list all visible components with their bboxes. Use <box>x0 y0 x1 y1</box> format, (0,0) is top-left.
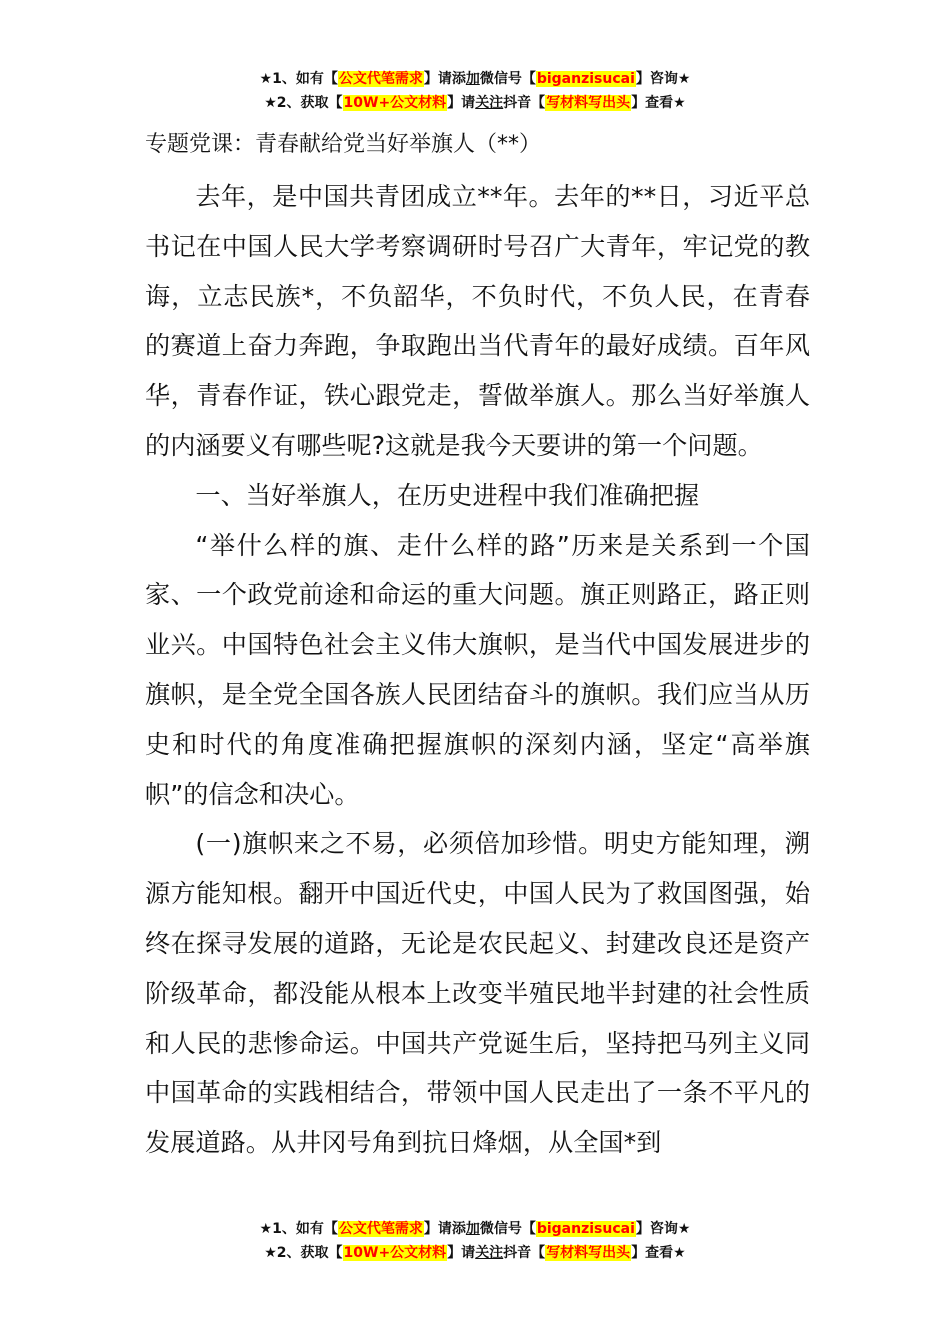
banner-text: ★2、获取【 <box>264 1245 343 1261</box>
banner-highlight: 10W+公文材料 <box>343 95 447 111</box>
header-banner <box>0 68 950 116</box>
body-paragraph: 去年，是中国共青团成立**年。去年的**日，习近平总书记在中国人民大学考察调研时号召广大青年，牢记党的教诲，立志民族*，不负韶华，不负时代，不负人民，在青春的赛道上奋力奔跑，争取跑出当代青年的最好成绩。百年风华，青春作证，铁心跟党走，誓做举旗人。那么当好举旗人的内涵要义有哪些呢?这就是我今天要讲的第一个问题。 <box>145 182 810 460</box>
section-heading: 一、当好举旗人，在历史进程中我们准确把握 <box>195 480 700 510</box>
banner-text: 微信号【 <box>479 1221 536 1237</box>
body-paragraph: “举什么样的旗、走什么样的路”历来是关系到一个国家、一个政党前途和命运的重大问题。旗正则路正，路正则业兴。中国特色社会主义伟大旗帜，是当代中国发展进步的旗帜，是全党全国各族人民团结奋斗的旗帜。我们应当从历史和时代的角度准确把握旗帜的深刻内涵，坚定“高举旗帜”的信念和决心。 <box>145 530 810 809</box>
banner-line-2 <box>0 1242 950 1266</box>
banner-text: 】咨询★ <box>635 1221 691 1237</box>
banner-text: 微信号【 <box>479 71 536 87</box>
banner-text: 】请 <box>447 95 476 111</box>
footer-banner <box>0 1218 950 1266</box>
banner-emphasis: 加 <box>465 1221 480 1237</box>
banner-highlight: 写材料写出头 <box>546 1245 631 1261</box>
banner-text: 】请添 <box>423 71 466 87</box>
banner-text: 】咨询★ <box>635 71 691 87</box>
document-title: 专题党课：青春献给党当好举旗人（**） <box>145 132 542 157</box>
banner-text: 抖音【 <box>503 95 546 111</box>
banner-text: ★1、如有【 <box>259 71 338 87</box>
banner-emphasis: 加 <box>465 71 480 87</box>
banner-line-1 <box>0 68 950 92</box>
banner-highlight: biganzisucai <box>536 71 635 87</box>
banner-line-1 <box>0 1218 950 1242</box>
banner-text: 抖音【 <box>503 1245 546 1261</box>
banner-text: ★1、如有【 <box>259 1221 338 1237</box>
banner-highlight: 公文代笔需求 <box>338 71 423 87</box>
banner-text: 】查看★ <box>631 1245 686 1261</box>
banner-text: 】查看★ <box>631 95 686 111</box>
banner-line-2 <box>0 92 950 116</box>
banner-highlight: 10W+公文材料 <box>343 1245 447 1261</box>
body-paragraph: (一)旗帜来之不易，必须倍加珍惜。明史方能知理，溯源方能知根。翻开中国近代史，中国人民为了救国图强，始终在探寻发展的道路，无论是农民起义、封建改良还是资产阶级革命，都没能从根本上改变半殖民地半封建的社会性质和人民的悲惨命运。中国共产党诞生后，坚持把马列主义同中国革命的实践相结合，带领中国人民走出了一条不平凡的发展道路。从井冈号角到抗日烽烟，从全国*到 <box>145 829 810 1158</box>
banner-text: 】请 <box>447 1245 476 1261</box>
banner-highlight: 写材料写出头 <box>546 95 631 111</box>
banner-highlight: biganzisucai <box>536 1221 635 1237</box>
document-body <box>145 172 810 1168</box>
banner-emphasis: 关注 <box>475 95 504 111</box>
banner-text: ★2、获取【 <box>264 95 343 111</box>
banner-highlight: 公文代笔需求 <box>338 1221 423 1237</box>
banner-emphasis: 关注 <box>475 1245 504 1261</box>
banner-text: 】请添 <box>423 1221 466 1237</box>
